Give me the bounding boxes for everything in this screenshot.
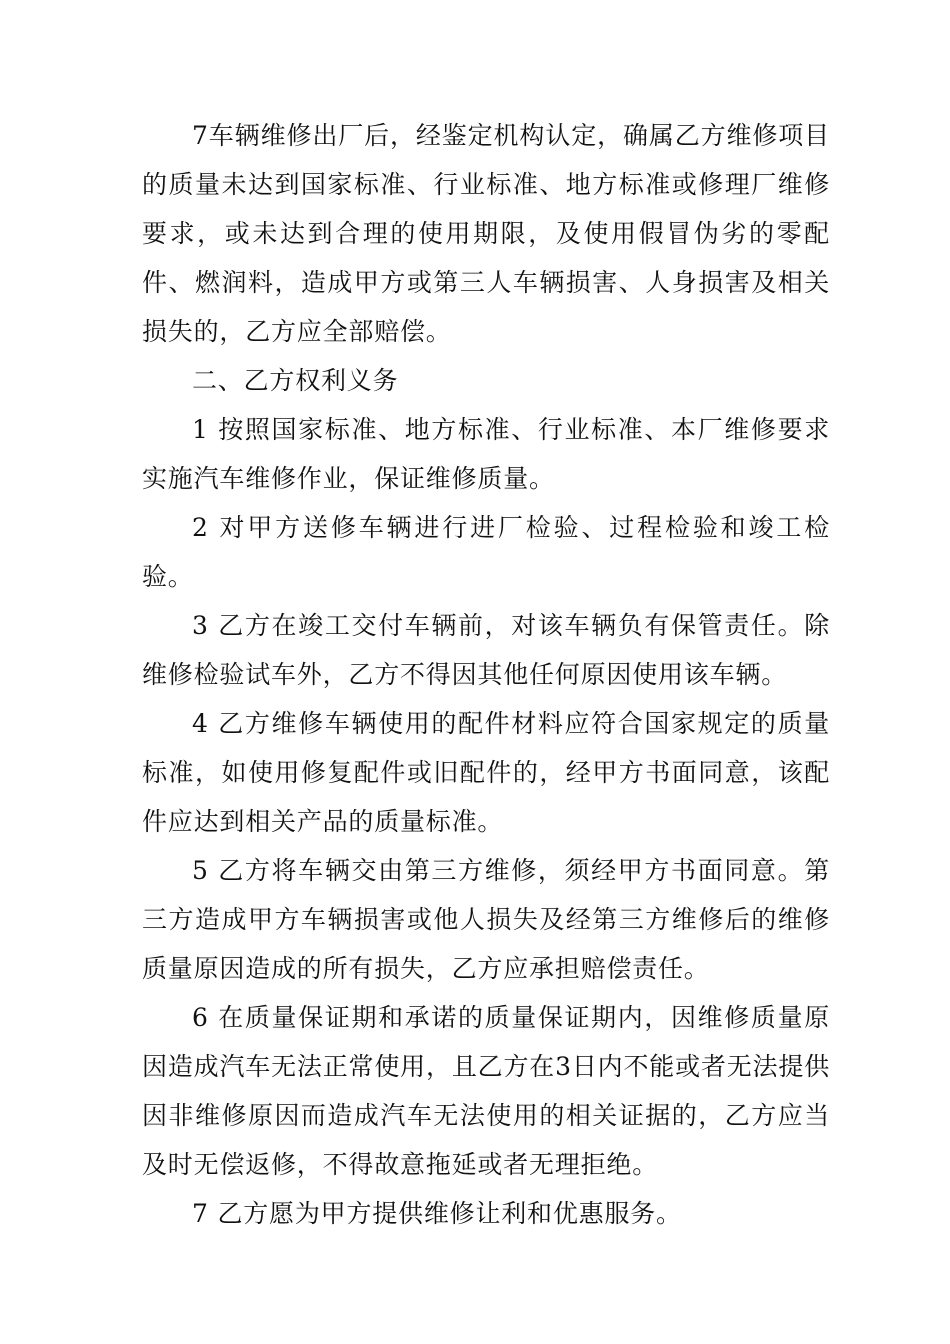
section-heading-party-b-rights: 二、乙方权利义务 bbox=[192, 366, 399, 395]
paragraph-item-5-third-party: 5 乙方将车辆交由第三方维修，须经甲方书面同意。第三方造成甲方车辆损害或他人损失及经第三方维修后的维修质量原因造成的所有损失，乙方应承担赔偿责任。 bbox=[142, 856, 830, 983]
paragraph-item-6-warranty: 6 在质量保证期和承诺的质量保证期内，因维修质量原因造成汽车无法正常使用，且乙方在3日内不能或者无法提供因非维修原因而造成汽车无法使用的相关证据的，乙方应当及时无偿返修，不得故意拖延或者无理拒绝。 bbox=[142, 1003, 830, 1179]
paragraph-item-7-compensation: 7车辆维修出厂后，经鉴定机构认定，确属乙方维修项目的质量未达到国家标准、行业标准、地方标准或修理厂维修要求，或未达到合理的使用期限，及使用假冒伪劣的零配件、燃润料，造成甲方或第三人车辆损害、人身损害及相关损失的，乙方应全部赔偿。 bbox=[142, 121, 830, 346]
paragraph-item-7-discount: 7 乙方愿为甲方提供维修让利和优惠服务。 bbox=[192, 1199, 682, 1228]
paragraph-item-1-standards: 1 按照国家标准、地方标准、行业标准、本厂维修要求实施汽车维修作业，保证维修质量。 bbox=[142, 415, 830, 493]
paragraph-item-4-parts: 4 乙方维修车辆使用的配件材料应符合国家规定的质量标准，如使用修复配件或旧配件的，经甲方书面同意，该配件应达到相关产品的质量标准。 bbox=[142, 709, 830, 836]
paragraph-item-3-custody: 3 乙方在竣工交付车辆前，对该车辆负有保管责任。除维修检验试车外，乙方不得因其他任何原因使用该车辆。 bbox=[142, 611, 830, 689]
document-body bbox=[142, 111, 830, 1238]
paragraph-item-2-inspection: 2 对甲方送修车辆进行进厂检验、过程检验和竣工检验。 bbox=[142, 513, 830, 591]
